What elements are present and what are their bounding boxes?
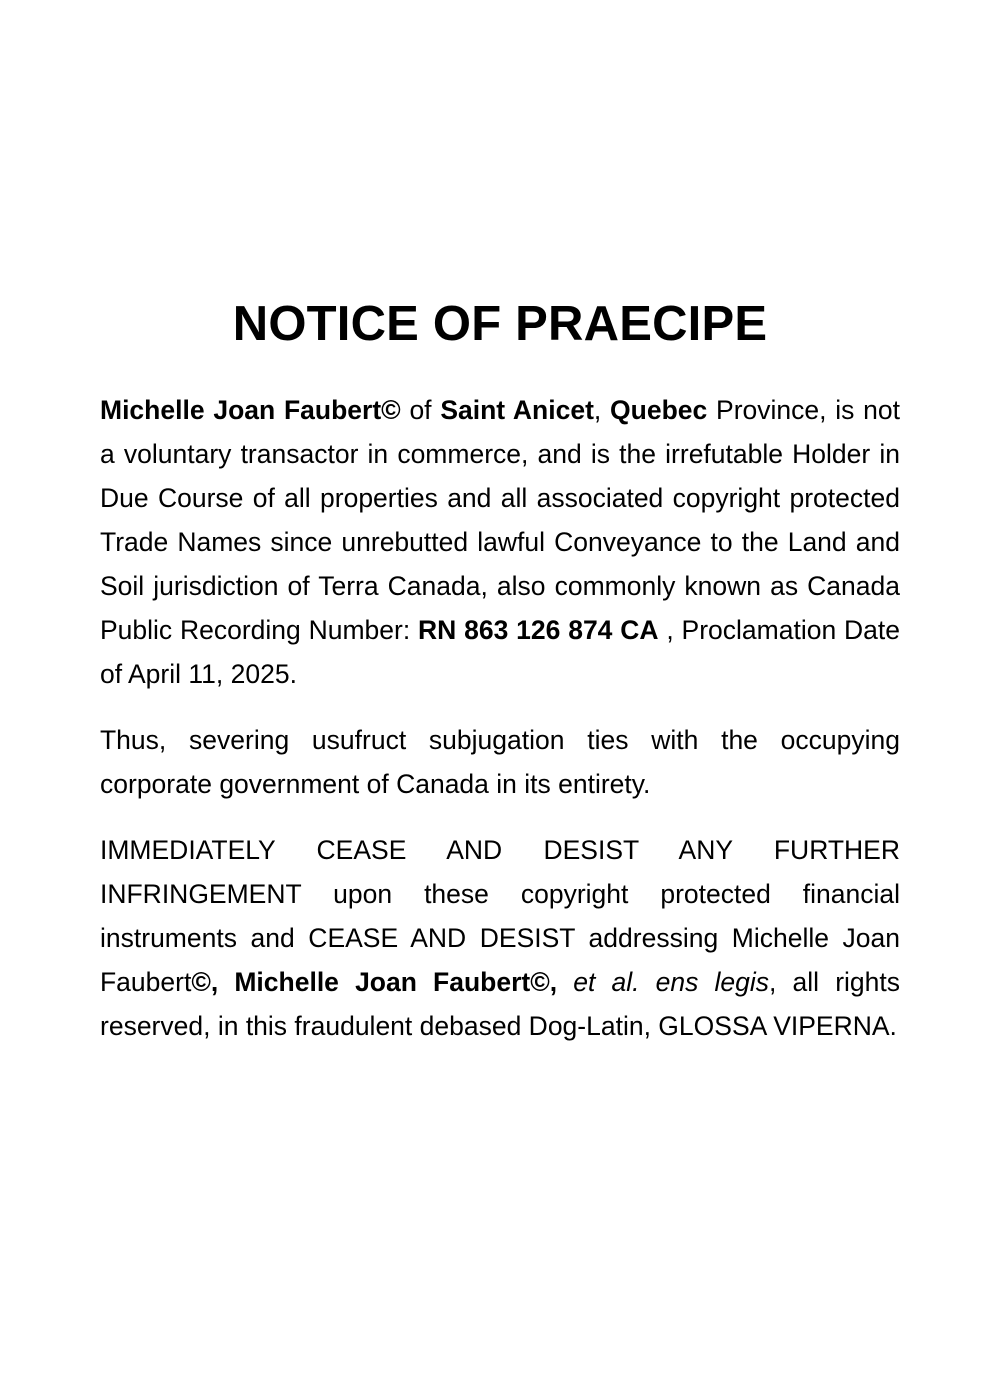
province-name: Quebec (610, 395, 708, 425)
cease-desist-text: IMMEDIATELY CEASE AND DESIST ANY FURTHER INFRINGEMENT upon these copyright protected financial instruments and CEASE AND DESIST addressing Michelle Joan Faubert (100, 835, 900, 997)
bold-names: ©, Michelle Joan Faubert©, (191, 967, 558, 997)
space-text (557, 967, 573, 997)
recording-number: RN 863 126 874 CA (418, 615, 659, 645)
paragraph-severing: Thus, severing usufruct subjugation ties with the occupying corporate government of Canada in its entirety. (100, 725, 900, 799)
comma-text: , (593, 395, 611, 425)
document-body (100, 388, 900, 1070)
place-name: Saint Anicet (440, 395, 594, 425)
paragraph-cease-desist (100, 828, 900, 1048)
rights-reserved-text: , all rights reserved, in this fraudulent debased Dog-Latin, GLOSSA VIPERNA. (100, 967, 900, 1041)
holder-name: Michelle Joan Faubert© (100, 395, 401, 425)
of-text: of (400, 395, 441, 425)
proclamation-date-text: , Proclamation Date of April 11, 2025. (100, 615, 900, 689)
paragraph-declaration (100, 388, 900, 696)
document-title: NOTICE OF PRAECIPE (232, 297, 768, 351)
declaration-text: Province, is not a voluntary transactor in commerce, and is the irrefutable Holder in Due Course of all properties and all associated copyright protected Trade Names since unrebutted lawful Conveyance to the Land and Soil jurisdiction of Terra Canada, also commonly known as Canada Public Recording Number: (100, 395, 901, 645)
italic-latin: et al. ens legis (573, 967, 770, 997)
